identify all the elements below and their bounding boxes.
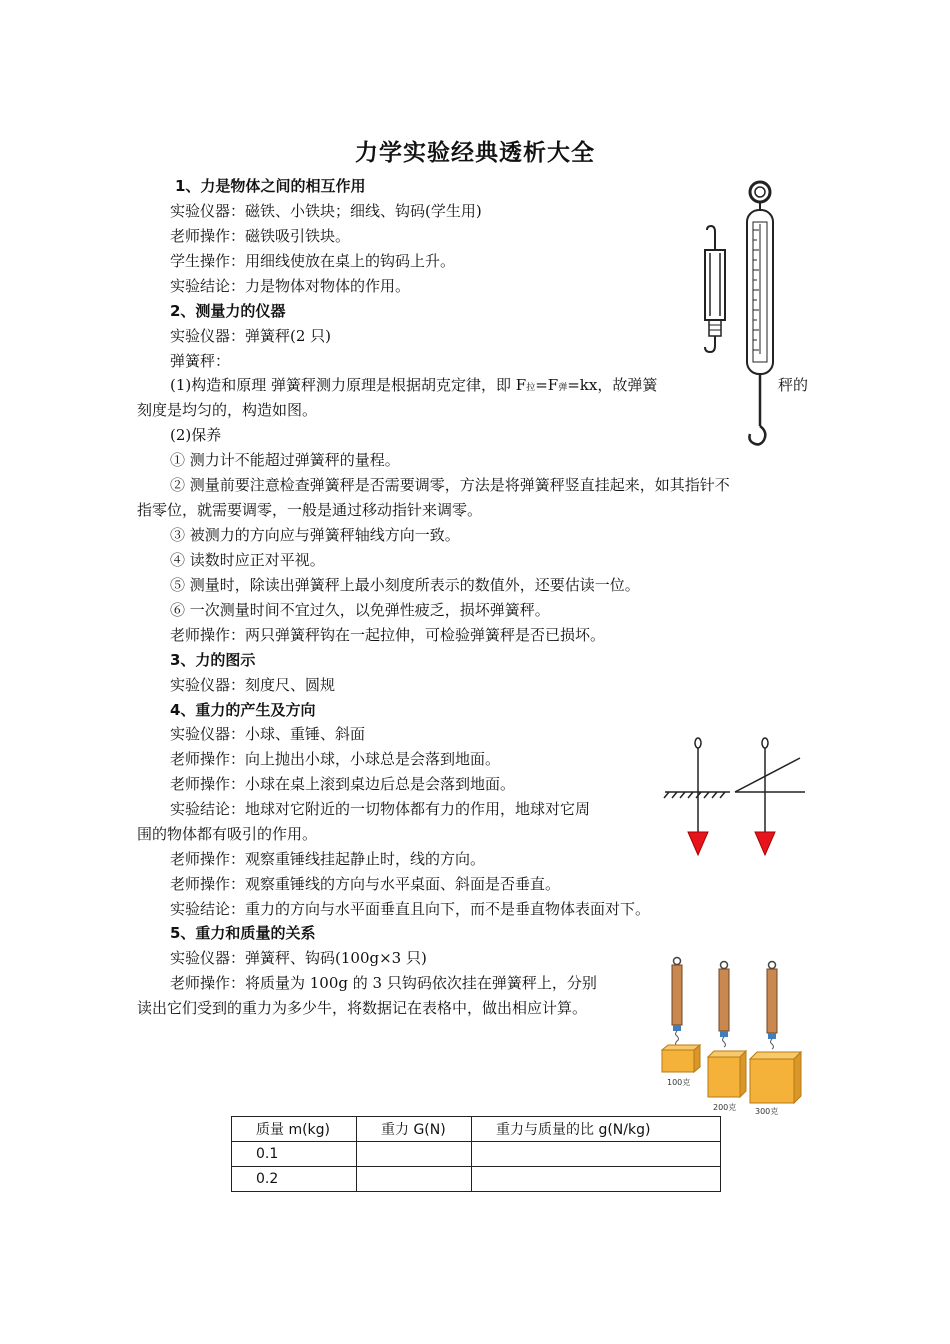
s2-item-5: ⑤ 测量时，除读出弹簧秤上最小刻度所表示的数值外，还要估读一位。 [170, 576, 640, 594]
s4-teacher-2: 老师操作：小球在桌上滚到桌边后总是会落到地面。 [170, 775, 516, 793]
s3-apparatus: 实验仪器：刻度尺、圆规 [170, 676, 336, 694]
table-row [232, 1142, 721, 1167]
s2-p1-text-b: =F [535, 376, 559, 394]
label-300g: 300克 [755, 1107, 779, 1116]
s4-conclusion-2: 实验结论：重力的方向与水平面垂直且向下，而不是垂直物体表面对下。 [170, 900, 651, 918]
s5-apparatus: 实验仪器：弹簧秤、钩码(100g×3 只) [170, 949, 427, 967]
section-1-heading: 1、力是物体之间的相互作用 [175, 177, 366, 195]
cell-weight [357, 1142, 472, 1167]
s2-label: 弹簧秤： [170, 352, 231, 370]
s4-teacher-3: 老师操作：观察重锤线挂起静止时，线的方向。 [170, 850, 486, 868]
s1-apparatus: 实验仪器：磁铁、小铁块；细线、钩码(学生用) [170, 202, 482, 220]
table-header-row [232, 1117, 721, 1142]
header-ratio: 重力与质量的比 g(N/kg) [472, 1117, 721, 1142]
small-spring-scale [705, 226, 725, 352]
section-2-heading: 2、测量力的仪器 [170, 302, 286, 320]
label-100g: 100克 [667, 1078, 691, 1087]
left-plumb-bob [688, 832, 708, 855]
s2-p1-text-e: 刻度是均匀的，构造如图。 [137, 401, 318, 419]
s1-student: 学生操作：用细线使放在桌上的钩码上升。 [170, 252, 456, 270]
left-plumb-ring [695, 738, 701, 748]
cell-ratio [472, 1142, 721, 1167]
s4-teacher-1: 老师操作：向上抛出小球，小球总是会落到地面。 [170, 750, 501, 768]
s2-item-3: ③ 被测力的方向应与弹簧秤轴线方向一致。 [170, 526, 460, 544]
s2-apparatus: 实验仪器：弹簧秤(2 只) [170, 327, 332, 345]
page-title: 力学实验经典透析大全 [355, 140, 595, 166]
cell-ratio [472, 1167, 721, 1192]
s2-p1-text-c: =kx，故弹簧 [567, 376, 658, 394]
section-4-heading: 4、重力的产生及方向 [170, 701, 316, 719]
s5-teacher-b: 读出它们受到的重力为多少牛，将数据记在表格中，做出相应计算。 [137, 999, 588, 1017]
header-weight: 重力 G(N) [357, 1117, 472, 1142]
s2-p1-text-a: (1)构造和原理 弹簧秤测力原理是根据胡克定律，即 F [170, 376, 527, 394]
scale-200g [708, 962, 746, 1098]
cell-mass: 0.1 [232, 1142, 357, 1167]
s4-conclusion-1a: 实验结论：地球对它附近的一切物体都有力的作用，地球对它周 [170, 800, 591, 818]
s2-item-2b: 指零位，就需要调零，一般是通过移动指针来调零。 [137, 501, 483, 519]
plumb-line-figure [655, 735, 815, 860]
s2-teacher: 老师操作：两只弹簧秤钩在一起拉伸，可检验弹簧秤是否已损坏。 [170, 626, 606, 644]
cell-weight [357, 1167, 472, 1192]
s2-item-1: ① 测力计不能超过弹簧秤的量程。 [170, 451, 400, 469]
s2-item-2a: ② 测量前要注意检查弹簧秤是否需要调零，方法是将弹簧秤竖直挂起来，如其指针不 [170, 476, 730, 494]
s4-apparatus: 实验仪器：小球、重锤、斜面 [170, 725, 366, 743]
cell-mass: 0.2 [232, 1167, 357, 1192]
s2-item-6: ⑥ 一次测量时间不宜过久，以免弹性疲乏，损坏弹簧秤。 [170, 601, 550, 619]
s2-paragraph-2: (2)保养 [170, 426, 222, 444]
scale-300g [750, 962, 801, 1104]
s1-teacher: 老师操作：磁铁吸引铁块。 [170, 227, 351, 245]
scale-100g [662, 958, 700, 1073]
section-3-heading: 3、力的图示 [170, 651, 256, 669]
header-mass: 质量 m(kg) [232, 1117, 357, 1142]
s5-teacher-a: 老师操作：将质量为 100g 的 3 只钩码依次挂在弹簧秤上，分别 [170, 974, 597, 992]
data-table [231, 1116, 721, 1192]
spring-scale-figure [690, 178, 800, 458]
weights-figure [655, 955, 810, 1117]
s4-teacher-4: 老师操作：观察重锤线的方向与水平桌面、斜面是否垂直。 [170, 875, 561, 893]
label-200g: 200克 [713, 1103, 737, 1112]
table-row [232, 1167, 721, 1192]
subscript-tan: 弹 [558, 383, 568, 393]
s2-item-4: ④ 读数时应正对平视。 [170, 551, 325, 569]
right-plumb-bob [755, 832, 775, 855]
s2-paragraph-1 [170, 375, 657, 398]
right-plumb-ring [762, 738, 768, 748]
subscript-la: 拉 [526, 383, 536, 393]
s1-conclusion: 实验结论：力是物体对物体的作用。 [170, 277, 411, 295]
s2-p1-text-d: 秤的 [778, 376, 809, 394]
large-spring-scale [747, 182, 773, 444]
s4-conclusion-1b: 围的物体都有吸引的作用。 [137, 825, 318, 843]
section-5-heading: 5、重力和质量的关系 [170, 924, 316, 942]
